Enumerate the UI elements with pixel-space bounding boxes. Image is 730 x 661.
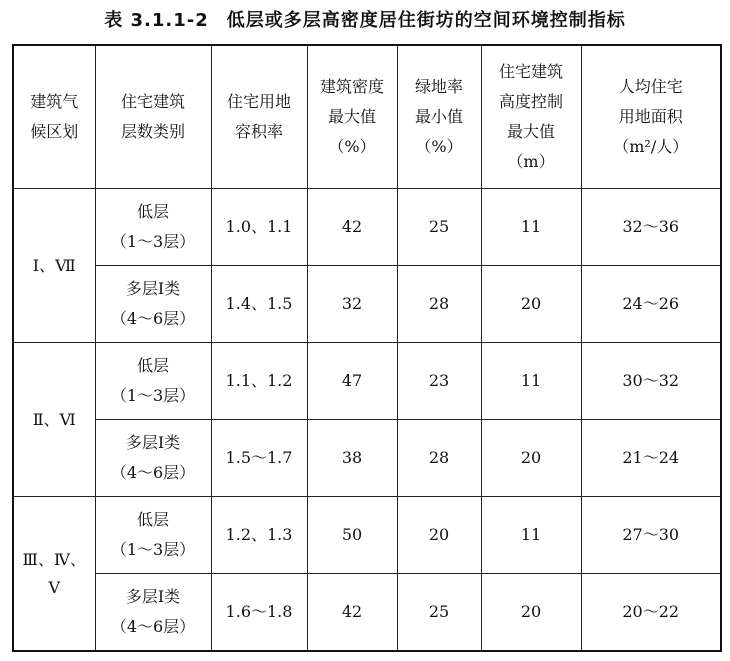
green-cell: 25 xyxy=(397,189,481,266)
density-cell: 47 xyxy=(307,343,397,420)
area-cell: 21～24 xyxy=(581,420,721,497)
area-cell: 27～30 xyxy=(581,497,721,574)
far-cell: 1.6～1.8 xyxy=(211,574,307,652)
table-row xyxy=(13,343,721,420)
category-cell: 低层 （1～3层） xyxy=(95,189,211,266)
height-cell: 11 xyxy=(481,343,581,420)
green-cell: 28 xyxy=(397,420,481,497)
density-cell: 32 xyxy=(307,266,397,343)
height-cell: 11 xyxy=(481,497,581,574)
climate-zone-cell: Ⅰ、Ⅶ xyxy=(13,189,95,343)
table-row xyxy=(13,574,721,652)
table-caption: 低层或多层高密度居住街坊的空间环境控制指标 xyxy=(226,10,626,31)
green-cell: 20 xyxy=(397,497,481,574)
indicator-table xyxy=(12,44,722,652)
far-cell: 1.1、1.2 xyxy=(211,343,307,420)
header-floor-area-ratio: 住宅用地 容积率 xyxy=(211,45,307,189)
area-cell: 32～36 xyxy=(581,189,721,266)
density-cell: 42 xyxy=(307,189,397,266)
height-cell: 20 xyxy=(481,420,581,497)
climate-zone-cell: Ⅲ、Ⅳ、 Ⅴ xyxy=(13,497,95,652)
header-building-density: 建筑密度 最大值 （%） xyxy=(307,45,397,189)
category-cell: 多层Ⅰ类 （4～6层） xyxy=(95,574,211,652)
header-floor-category: 住宅建筑 层数类别 xyxy=(95,45,211,189)
density-cell: 38 xyxy=(307,420,397,497)
table-number: 表 3.1.1-2 xyxy=(104,10,209,31)
header-row xyxy=(13,45,721,189)
height-cell: 20 xyxy=(481,266,581,343)
area-cell: 30～32 xyxy=(581,343,721,420)
category-cell: 低层 （1～3层） xyxy=(95,497,211,574)
height-cell: 20 xyxy=(481,574,581,652)
table-row xyxy=(13,266,721,343)
table-row xyxy=(13,189,721,266)
green-cell: 28 xyxy=(397,266,481,343)
category-cell: 多层Ⅰ类 （4～6层） xyxy=(95,266,211,343)
far-cell: 1.5～1.7 xyxy=(211,420,307,497)
far-cell: 1.0、1.1 xyxy=(211,189,307,266)
header-height-limit: 住宅建筑 高度控制 最大值 （m） xyxy=(481,45,581,189)
header-climate-zone: 建筑气 候区划 xyxy=(13,45,95,189)
far-cell: 1.2、1.3 xyxy=(211,497,307,574)
density-cell: 50 xyxy=(307,497,397,574)
area-cell: 20～22 xyxy=(581,574,721,652)
green-cell: 23 xyxy=(397,343,481,420)
green-cell: 25 xyxy=(397,574,481,652)
table-row xyxy=(13,497,721,574)
header-green-ratio: 绿地率 最小值 （%） xyxy=(397,45,481,189)
header-per-capita-area: 人均住宅 用地面积 （m²/人） xyxy=(581,45,721,189)
far-cell: 1.4、1.5 xyxy=(211,266,307,343)
category-cell: 低层 （1～3层） xyxy=(95,343,211,420)
area-cell: 24～26 xyxy=(581,266,721,343)
category-cell: 多层Ⅰ类 （4～6层） xyxy=(95,420,211,497)
table-title xyxy=(0,6,730,32)
density-cell: 42 xyxy=(307,574,397,652)
climate-zone-cell: Ⅱ、Ⅵ xyxy=(13,343,95,497)
table-row xyxy=(13,420,721,497)
height-cell: 11 xyxy=(481,189,581,266)
